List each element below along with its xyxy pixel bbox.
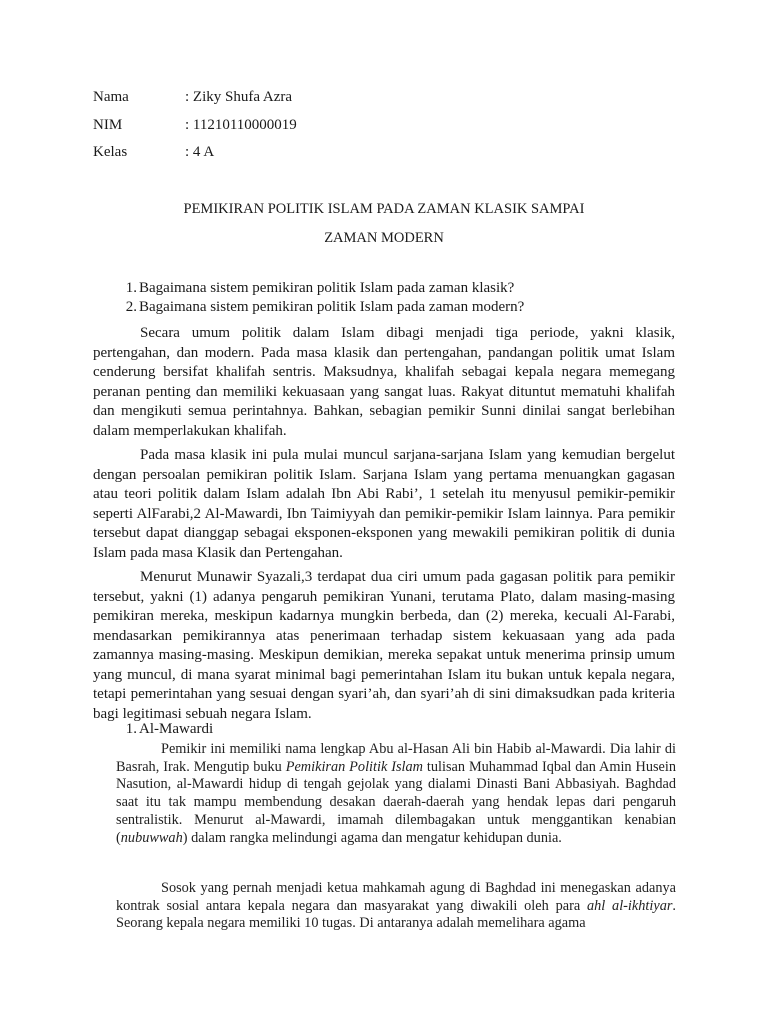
term-nubuwwah: nubuwwah [120,829,183,846]
nim-label: NIM [93,117,123,133]
list-item: 2. Bagaimana sistem pemikiran politik Islam pada zaman modern? [125,299,525,315]
paragraph-2: Pada masa klasik ini pula mulai muncul sarjana-sarjana Islam yang kemudian bergelut dengan persoalan pemikiran politik Islam. Sarjana Islam yang pertama menuangkan gagasan atau teori politik dalam Islam adalah Ibn Abi Rabi’, 1 setelah itu menyusul pemikir-pemikir seperti AlFarabi,2 Al-Mawardi, Ibn Taimiyyah dan pemikir-pemikir Islam lainnya. Para pemikir tersebut dapat dianggap sebagai eksponen-eksponen yang mewakili pemikiran politik di dunia Islam pada masa Klasik dan Pertengahan. [93,447,675,561]
nim-row [93,115,297,135]
list-item: 1. Bagaimana sistem pemikiran politik Islam pada zaman klasik? [125,280,515,296]
paragraph-3: Menurut Munawir Syazali,3 terdapat dua ciri umum pada gagasan politik para pemikir tersebut, yakni (1) adanya pengaruh pemikiran Yunani, terutama Plato, dalam masing-masing pemikiran mereka, meskipun kadarnya mungkin berbeda, dan (2) mereka, kecuali Al-Farabi, mendasarkan pemikirannya atas penerimaan terhadap sistem kekuasaan yang ada pada zamannya masing-masing. Meskipun demikian, mereka sepakat untuk menerima prinsip umum yang muncul, di mana syarat minimal bagi pemerintahan Islam itu bukan untuk kepala negara, tetapi pemerintahan yang sesuai dengan syari’ah, dan syari’ah di sini dimaksudkan pada kriteria bagi legitimasi sebuah negara Islam. [93,569,675,722]
kelas-value: : 4 A [185,144,215,160]
term-ahl-al-ikhtiyar: ahl al-ikhtiyar [586,897,673,914]
mawardi-paragraph-1: Pemikir ini memiliki nama lengkap Abu al-Hasan Ali bin Habib al-Mawardi. Dia lahir di Basrah, Irak. Mengutip buku Pemikiran Politik Islam tulisan Muhammad Iqbal dan Amin Husein Nasution, al-Mawardi hidup di tengah gejolak yang dialami Dinasti Bani Abbasiyah. Baghdad saat itu tak mampu membendung desakan daerah-daerah yang hendak lepas dari pengaruh sentralistik. Menurut al-Mawardi, imamah dilembagakan untuk menggantikan kenabian (nubuwwah) dalam rangka melindungi agama dan mengatur kehidupan dunia. [116,741,676,846]
kelas-row [93,142,214,162]
nama-label: Nama [93,89,129,105]
question-list [93,279,693,317]
nim-value: : 11210110000019 [185,117,297,133]
book-title: Pemikiran Politik Islam [285,758,423,775]
kelas-label: Kelas [93,144,128,160]
page-title-line-1: PEMIKIRAN POLITIK ISLAM PADA ZAMAN KLASIK SAMPAI [183,201,585,217]
page-title-line-2: ZAMAN MODERN [324,230,444,246]
paragraph-1: Secara umum politik dalam Islam dibagi menjadi tiga periode, yakni klasik, pertengahan, dan modern. Pada masa klasik dan pertengahan, pandangan politik umat Islam cenderung bersifat khalifah sentris. Maksudnya, khalifah sebagai kepala negara memegang peranan penting dan memiliki kekuasaan yang sangat luas. Rakyat dituntut mematuhi khalifah dan mengikuti semua perintahnya. Bahkan, sebagian pemikir Sunni dinilai sangat berlebihan dalam memperlakukan khalifah. [93,325,675,439]
nama-row [93,87,292,107]
section-heading: 1. Al-Mawardi [125,721,214,737]
nama-value: : Ziky Shufa Azra [185,89,293,105]
mawardi-paragraph-2: Sosok yang pernah menjadi ketua mahkamah agung di Baghdad ini menegaskan adanya kontrak sosial antara kepala negara dan masyarakat yang diwakili oleh para ahl al-ikhtiyar. Seorang kepala negara memiliki 10 tugas. Di antaranya adalah memelihara agama [116,880,676,932]
